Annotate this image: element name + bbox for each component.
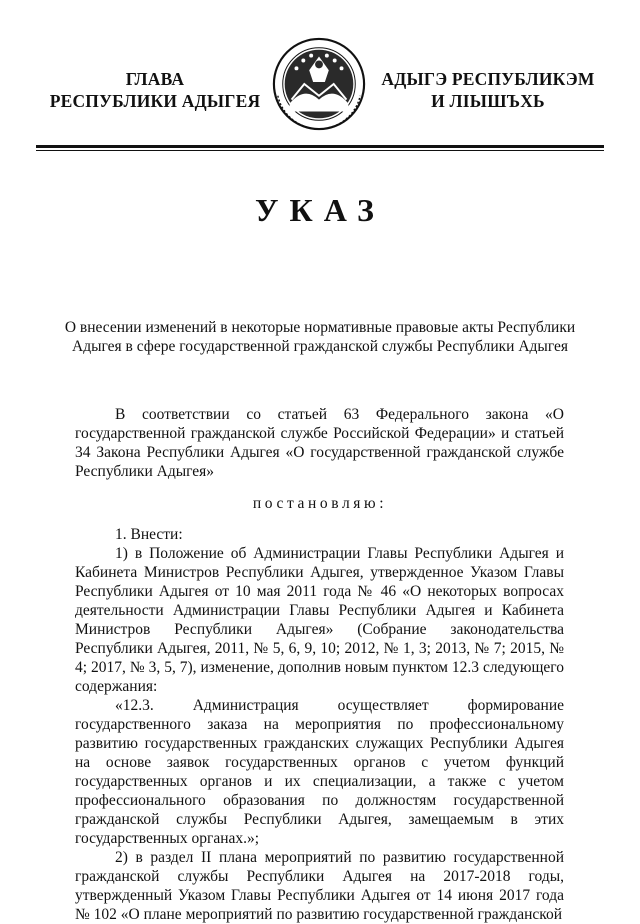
document-title: УКАЗ [255, 192, 385, 228]
header-left-line2: РЕСПУБЛИКИ АДЫГЕЯ [49, 91, 261, 111]
header-rule-thick [36, 145, 604, 148]
paragraph: «12.3. Администрация осуществляет формирование государственного заказа на мероприятия по профессиональному развитию государственных гражданских служащих Республики Адыгея на основе заявок государственных органов с учетом функций государственных органов и их специализации, а также с учетом профессионального образования по должностям государственной гражданской службы Республики Адыгея, замещаемым в этих государственных органах.»; [75, 697, 564, 847]
main-text [75, 525, 564, 924]
header-right [378, 68, 598, 112]
header-left [40, 68, 270, 112]
decree-word: постановляю: [252, 495, 388, 512]
header-left-line1: ГЛАВА [125, 69, 185, 89]
paragraph: 1. Внести: [115, 526, 183, 543]
header-rule-thin [36, 150, 604, 151]
header-right-line1: АДЫГЭ РЕСПУБЛИКЭМ [381, 69, 595, 89]
preamble: В соответствии со статьей 63 Федерального закона «О государственной гражданской службе Российской Федерации» и статьей 34 Закона Республики Адыгея «О государственной гражданской службе Республики Адыгея» [75, 406, 564, 480]
document-subject: О внесении изменений в некоторые нормативные правовые акты Республики Адыгея в сфере государственной гражданской службы Республики Адыгея [64, 319, 576, 355]
paragraph: 2) в раздел II плана мероприятий по развитию государственной гражданской службы Республики Адыгея на 2017-2018 годы, утвержденный Указом Главы Республики Адыгея от 14 июня 2017 года № 102 «О плане мероприятий по развитию государственной гражданской [75, 849, 564, 923]
adygea-coat-of-arms-icon [270, 34, 368, 134]
header-right-line2: И ЛІЫШЪХЬ [431, 91, 545, 111]
paragraph: 1) в Положение об Администрации Главы Республики Адыгея и Кабинета Министров Республики Адыгея, утвержденное Указом Главы Республики Адыгея от 10 мая 2011 года № 46 «О некоторых вопросах деятельности Администрации Главы Республики Адыгея и Кабинета Министров Республики Адыгея» (Собрание законодательства Республики Адыгея, 2011, № 5, 6, 9, 10; 2012, № 1, 3; 2013, № 7; 2015, № 4; 2017, № 3, 5, 7), изменение, дополнив новым пунктом 12.3 следующего содержания: [75, 545, 564, 695]
